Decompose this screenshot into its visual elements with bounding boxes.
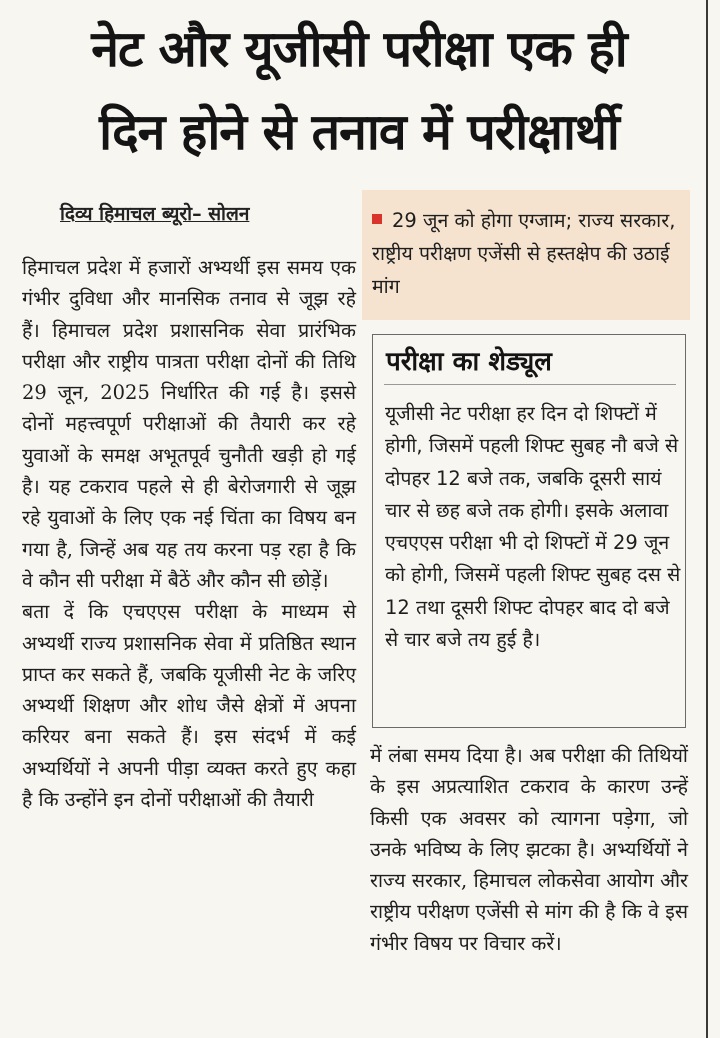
- schedule-title-divider: [384, 384, 676, 385]
- right-column: [370, 740, 688, 959]
- byline: दिव्य हिमाचल ब्यूरो– सोलन: [60, 203, 250, 225]
- square-bullet-icon: [372, 214, 382, 224]
- schedule-title: परीक्षा का शेड्यूल: [386, 347, 552, 377]
- highlight-summary: [372, 204, 682, 303]
- headline-line-1: नेट और यूजीसी परीक्षा एक ही: [91, 20, 627, 78]
- headline: [14, 8, 704, 174]
- left-paragraph-2: बता दें कि एचएएस परीक्षा के माध्यम से अभ्यर्थी राज्य प्रशासनिक सेवा में प्रतिष्ठित स्थान प्राप्त कर सकते हैं, जबकि यूजीसी नेट के जरिए अभ्यर्थी शिक्षण और शोध जैसे क्षेत्रों में अपना करियर बना सकते हैं। इस संदर्भ में कई अभ्यर्थियों ने अपनी पीड़ा व्यक्त करते हुए कहा है कि उन्होंने इन दोनों परीक्षाओं की तैयारी: [22, 600, 356, 812]
- schedule-body: यूजीसी नेट परीक्षा हर दिन दो शिफ्टों में होगी, जिसमें पहली शिफ्ट सुबह नौ बजे से दोपहर 12 बजे तक, जबकि दूसरी सायं चार से छह बजे तक होगी। इसके अलावा एचएएस परीक्षा भी दो शिफ्टों में 29 जून को होगी, जिसमें पहली शिफ्ट सुबह दस से 12 तथा दूसरी शिफ्ट दोपहर बाद दो बजे से चार बजे तय हुई है।: [385, 402, 681, 652]
- column-divider: [706, 0, 708, 1038]
- right-paragraph: में लंबा समय दिया है। अब परीक्षा की तिथियों के इस अप्रत्याशित टकराव के कारण उन्हें किसी एक अवसर को त्यागना पड़ेगा, जो उनके भविष्य के लिए झटका है। अभ्यर्थियों ने राज्य सरकार, हिमाचल लोकसेवा आयोग और राष्ट्रीय परीक्षण एजेंसी से मांग की है कि वे इस गंभीर विषय पर विचार करें।: [370, 744, 688, 955]
- highlight-text: 29 जून को होगा एग्जाम; राज्य सरकार, राष्ट्रीय परीक्षण एजेंसी से हस्तक्षेप की उठाई मांग: [372, 209, 676, 298]
- left-column: [22, 252, 356, 815]
- left-paragraph-1: हिमाचल प्रदेश में हजारों अभ्यर्थी इस समय एक गंभीर दुविधा और मानसिक तनाव से जूझ रहे हैं। हिमाचल प्रदेश प्रशासनिक सेवा प्रारंभिक परीक्षा और राष्ट्रीय पात्रता परीक्षा दोनों की तिथि 29 जून, 2025 निर्धारित की गई है। इससे दोनों महत्त्वपूर्ण परीक्षाओं की तैयारी कर रहे युवाओं के समक्ष अभूतपूर्व चुनौती खड़ी हो गई है। यह टकराव पहले से ही बेरोजगारी से जूझ रहे युवाओं के लिए एक नई चिंता का विषय बन गया है, जिन्हें अब यह तय करना पड़ रहा है कि वे कौन सी परीक्षा में बैठें और कौन सी छोड़ें।: [22, 256, 356, 592]
- headline-line-2: दिन होने से तनाव में परीक्षार्थी: [99, 103, 619, 161]
